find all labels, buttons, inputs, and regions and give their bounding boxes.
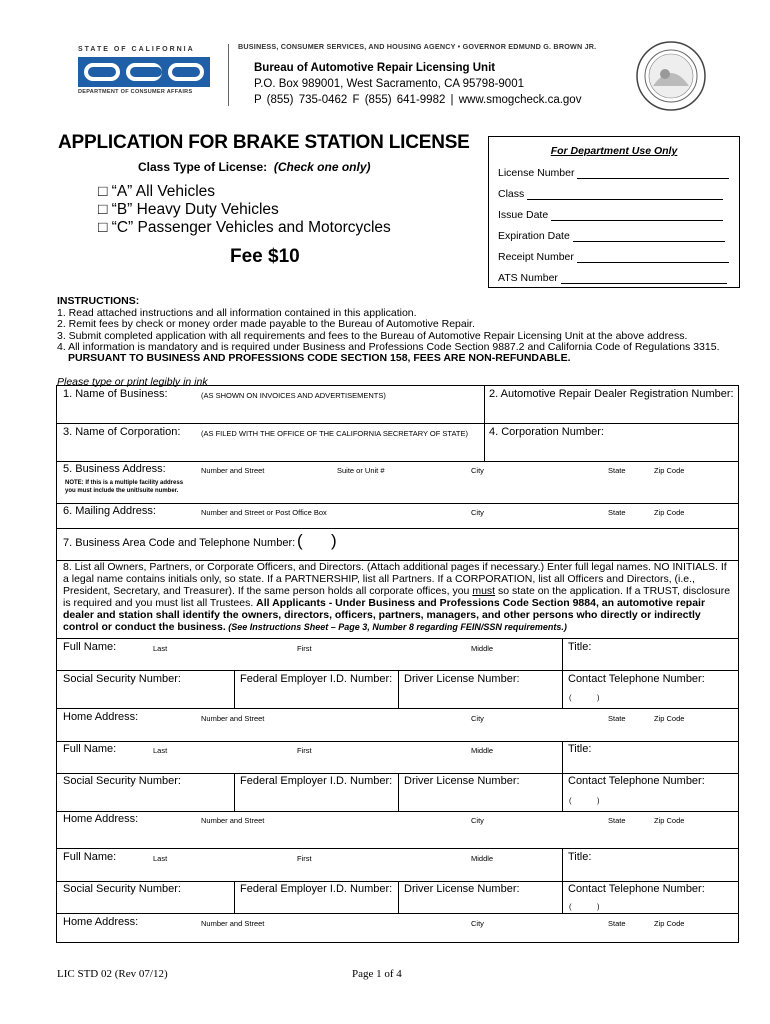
person1-full-name-label: Full Name: [63, 641, 117, 653]
person2-contact-paren-open: ( [569, 796, 572, 805]
person3-contact-label: Contact Telephone Number: [568, 883, 705, 895]
department-use-box [488, 136, 740, 288]
instruction-1: 1. Read attached instructions and all information contained in this application. [57, 307, 417, 319]
person3-dl-label: Driver License Number: [404, 883, 520, 895]
phone-paren-open: ( [297, 531, 303, 550]
person1-contact-paren-open: ( [569, 693, 572, 702]
person1-city: City [471, 714, 484, 723]
person2-first: First [297, 746, 312, 755]
person2-city: City [471, 816, 484, 825]
mailing-address-zip: Zip Code [654, 508, 685, 517]
business-address-city: City [471, 466, 484, 475]
multiple-facility-note: NOTE: If this is a multiple facility address you must include the unit/suite number. [65, 480, 184, 494]
person2-contact-label: Contact Telephone Number: [568, 775, 705, 787]
person1-title-label: Title: [568, 641, 592, 653]
person3-first: First [297, 854, 312, 863]
page-title: APPLICATION FOR BRAKE STATION LICENSE [58, 132, 470, 153]
person1-full-name-field[interactable] [57, 639, 562, 670]
person3-ssn-field[interactable] [57, 882, 234, 913]
person3-contact-field[interactable] [563, 882, 739, 913]
bureau-phone: P (855) 735-0462 F (855) 641-9982 | www.smogcheck.ca.gov [254, 94, 582, 106]
person2-middle: Middle [471, 746, 494, 755]
person3-fein-label: Federal Employer I.D. Number: [240, 883, 393, 895]
person3-ssn-label: Social Security Number: [63, 883, 181, 895]
corporation-name-field[interactable] [57, 424, 484, 461]
ard-number-field[interactable] [485, 386, 739, 423]
person2-state: State [608, 816, 626, 825]
person2-ssn-field[interactable] [57, 774, 234, 811]
person2-street: Number and Street [201, 816, 265, 825]
person1-home-address-label: Home Address: [63, 711, 139, 723]
business-name-label: 1. Name of Business: [63, 388, 168, 400]
person1-zip: Zip Code [654, 714, 685, 723]
person3-zip: Zip Code [654, 919, 685, 928]
mailing-address-street: Number and Street or Post Office Box [201, 508, 327, 517]
person1-dl-field[interactable] [399, 671, 562, 708]
instruction-4: 4. All information is mandatory and is required under Business and Professions Code Section 9887.2 and California Code of Regulations 3315. [57, 341, 720, 353]
agency-line: BUSINESS, CONSUMER SERVICES, AND HOUSING AGENCY • GOVERNOR EDMUND G. BROWN JR. [238, 42, 597, 51]
corporation-name-hint: (AS FILED WITH THE OFFICE OF THE CALIFORNIA SECRETARY OF STATE) [201, 429, 468, 438]
class-option-b[interactable]: □ “B” Heavy Duty Vehicles [98, 201, 279, 218]
person1-state: State [608, 714, 626, 723]
phone-paren-close: ) [331, 531, 337, 550]
instruction-2: 2. Remit fees by check or money order made payable to the Bureau of Automotive Repair. [57, 318, 475, 330]
logo-state-text: STATE OF CALIFORNIA [78, 46, 195, 53]
person3-street: Number and Street [201, 919, 265, 928]
header-divider [228, 44, 229, 106]
class-type-hint: (Check one only) [273, 160, 371, 174]
business-address-suite: Suite or Unit # [337, 466, 385, 475]
person2-dl-field[interactable] [399, 774, 562, 811]
dept-issue-date: Issue Date [498, 209, 723, 221]
person2-dl-label: Driver License Number: [404, 775, 520, 787]
business-address-label: 5. Business Address: [63, 463, 166, 475]
person1-ssn-label: Social Security Number: [63, 673, 181, 685]
mailing-address-label: 6. Mailing Address: [63, 505, 156, 517]
person2-fein-field[interactable] [235, 774, 398, 811]
class-type-label [138, 160, 371, 174]
person2-contact-paren-close: ) [597, 796, 600, 805]
form-id: LIC STD 02 (Rev 07/12) [57, 968, 168, 980]
person1-contact-label: Contact Telephone Number: [568, 673, 705, 685]
person3-fein-field[interactable] [235, 882, 398, 913]
person1-first: First [297, 644, 312, 653]
person3-contact-paren-close: ) [597, 902, 600, 911]
bureau-name: Bureau of Automotive Repair Licensing Unit [254, 62, 496, 74]
dept-class: Class [498, 188, 723, 200]
person3-dl-field[interactable] [399, 882, 562, 913]
bureau-address: P.O. Box 989001, West Sacramento, CA 95798-9001 [254, 78, 524, 90]
non-refundable-notice: PURSUANT TO BUSINESS AND PROFESSIONS CODE SECTION 158, FEES ARE NON-REFUNDABLE. [68, 352, 571, 364]
person2-ssn-label: Social Security Number: [63, 775, 181, 787]
person1-ssn-field[interactable] [57, 671, 234, 708]
instructions-heading: INSTRUCTIONS: [57, 295, 140, 307]
person1-fein-label: Federal Employer I.D. Number: [240, 673, 393, 685]
person2-fein-label: Federal Employer I.D. Number: [240, 775, 393, 787]
person3-middle: Middle [471, 854, 494, 863]
person1-home-address-field[interactable] [57, 709, 739, 741]
person3-full-name-field[interactable] [57, 849, 562, 881]
mailing-address-state: State [608, 508, 626, 517]
person3-city: City [471, 919, 484, 928]
print-legibly-note: Please type or print legibly in ink [57, 376, 208, 388]
dept-license-number: License Number [498, 167, 729, 179]
logo-dept-text: DEPARTMENT OF CONSUMER AFFAIRS [78, 89, 193, 95]
corporation-number-label: 4. Corporation Number: [489, 426, 604, 438]
person2-title-field[interactable] [563, 742, 739, 773]
instruction-3: 3. Submit completed application with all requirements and fees to the Bureau of Automotive Repair Licensing Unit at the above address. [57, 330, 688, 342]
person2-last: Last [153, 746, 168, 755]
person2-title-label: Title: [568, 743, 592, 755]
business-address-field[interactable] [57, 462, 739, 503]
page-number: Page 1 of 4 [352, 968, 402, 980]
person1-last: Last [153, 644, 168, 653]
person2-home-address-label: Home Address: [63, 813, 139, 825]
person3-full-name-label: Full Name: [63, 851, 117, 863]
corporation-name-label: 3. Name of Corporation: [63, 426, 181, 438]
person2-zip: Zip Code [654, 816, 685, 825]
dept-receipt-number: Receipt Number [498, 251, 729, 263]
class-option-a[interactable]: □ “A” All Vehicles [98, 183, 216, 200]
person1-contact-field[interactable] [563, 671, 739, 708]
class-option-c[interactable]: □ “C” Passenger Vehicles and Motorcycles [98, 219, 391, 236]
person1-fein-field[interactable] [235, 671, 398, 708]
person2-home-address-field[interactable] [57, 812, 739, 848]
person3-contact-paren-open: ( [569, 902, 572, 911]
person1-middle: Middle [471, 644, 494, 653]
person2-full-name-field[interactable] [57, 742, 562, 773]
person3-home-address-field[interactable] [57, 914, 739, 943]
mailing-address-field[interactable] [57, 504, 739, 528]
business-address-zip: Zip Code [654, 466, 685, 475]
business-address-state: State [608, 466, 626, 475]
business-address-street: Number and Street [201, 466, 265, 475]
person1-dl-label: Driver License Number: [404, 673, 520, 685]
owners-instructions: 8. List all Owners, Partners, or Corporate Officers, and Directors. (Attach additional pages if necessary.) Enter full legal names. NO INITIALS. If a legal name contains initials only, so state. If a PARTNERSHIP, list all Partners. If a CORPORATION, list all Officers and Directors, (i.e., President, Secretary, and Treasurer). If the same person holds all corporate offices, you must so state on the application. If a TRUST, disclosure is required and you must list all Trustees. All Applicants - Under Business and Professions Code Section 9884, an automotive repair dealer and station shall identify the owners, directors, officers, partners, managers, and other persons who directly or indirectly control or conduct the business. (See Instructions Sheet – Page 3, Number 8 regarding FEIN/SSN requirements.) [63, 561, 731, 633]
person1-contact-paren-close: ) [597, 693, 600, 702]
california-state-seal-icon [635, 40, 707, 112]
class-type-text: Class Type of License: [138, 160, 268, 174]
business-phone-field[interactable] [57, 529, 739, 560]
person1-street: Number and Street [201, 714, 265, 723]
fee-amount: Fee $10 [230, 246, 300, 267]
person2-full-name-label: Full Name: [63, 743, 117, 755]
person1-title-field[interactable] [563, 639, 739, 670]
person3-last: Last [153, 854, 168, 863]
business-name-field[interactable] [57, 386, 484, 423]
person3-state: State [608, 919, 626, 928]
person3-home-address-label: Home Address: [63, 916, 139, 928]
mailing-address-city: City [471, 508, 484, 517]
person3-title-field[interactable] [563, 849, 739, 881]
person3-title-label: Title: [568, 851, 592, 863]
business-phone-label: 7. Business Area Code and Telephone Number: [63, 537, 296, 549]
ard-number-label: 2. Automotive Repair Dealer Registration Number: [489, 388, 734, 400]
person2-contact-field[interactable] [563, 774, 739, 811]
corporation-number-field[interactable] [485, 424, 739, 461]
dept-expiration-date: Expiration Date [498, 230, 725, 242]
business-name-hint: (AS SHOWN ON INVOICES AND ADVERTISEMENTS) [201, 391, 386, 400]
application-form [56, 385, 739, 943]
dept-ats-number: ATS Number [498, 272, 727, 284]
dca-logo [78, 57, 210, 87]
dept-use-title: For Department Use Only [550, 145, 678, 157]
